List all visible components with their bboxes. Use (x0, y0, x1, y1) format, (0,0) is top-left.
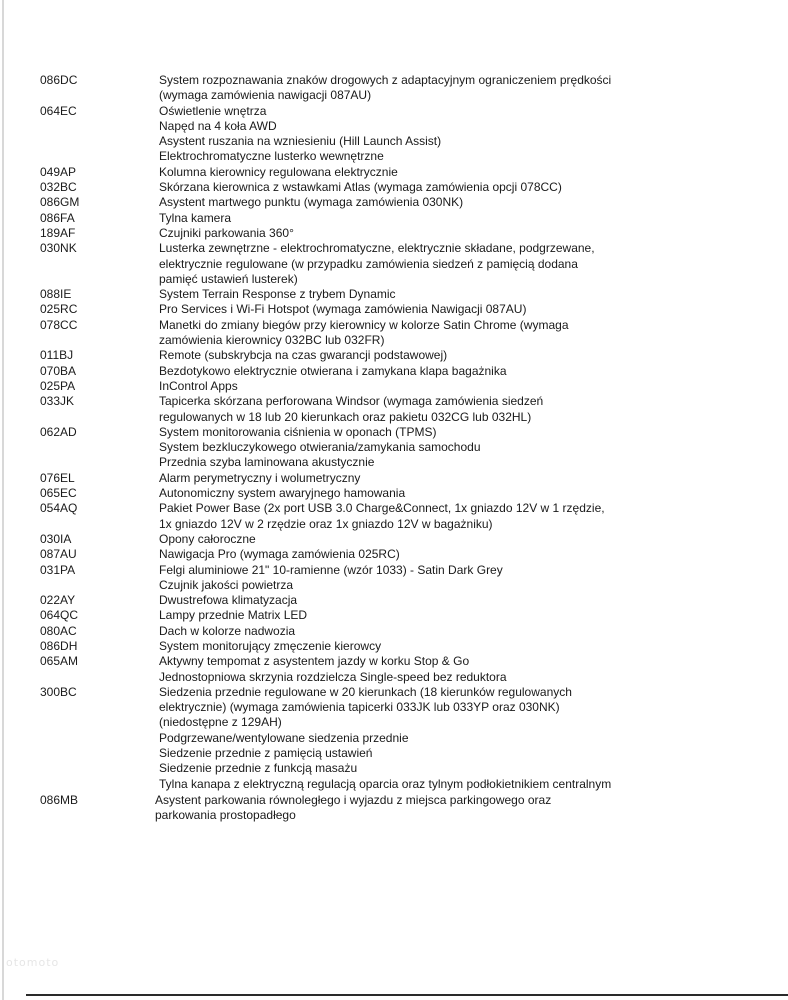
option-description-line: Siedzenia przednie regulowane w 20 kierunkach (18 kierunków regulowanych (159, 684, 572, 699)
option-description (159, 563, 599, 578)
option-description-line: 1x gniazdo 12V w 2 rzędzie oraz 1x gniazdo 12V w bagażniku) (159, 516, 493, 531)
option-row (0, 793, 788, 824)
option-description-line: elektrycznie regulowane (w przypadku zamówienia siedzeń z pamięcią dodana (159, 256, 578, 271)
option-description-line: Czujniki parkowania 360° (159, 225, 294, 240)
option-description (159, 670, 599, 685)
option-description-line: Lampy przednie Matrix LED (159, 608, 308, 623)
option-description (159, 486, 599, 501)
option-row (0, 670, 788, 685)
option-description (159, 394, 599, 425)
option-row (0, 165, 788, 180)
option-description-line: regulowanych w 18 lub 20 kierunkach oraz pakietu 032CG lub 032HL) (159, 409, 532, 424)
option-code: 189AF (40, 225, 76, 240)
option-row (0, 639, 788, 654)
footer-rule (26, 994, 788, 996)
option-code: 022AY (40, 593, 76, 608)
options-list (0, 73, 788, 824)
option-description-line: System monitorujący zmęczenie kierowcy (159, 638, 382, 653)
option-code: 064EC (40, 103, 77, 118)
option-row (0, 287, 788, 302)
option-code: 062AD (40, 424, 77, 439)
option-description-line: elektrycznie) (wymaga zamówienia tapicerki 033JK lub 033YP oraz 030NK) (159, 700, 560, 715)
option-description-line: Siedzenie przednie z funkcją masażu (159, 761, 358, 776)
option-code: 086MB (40, 792, 79, 807)
option-row (0, 348, 788, 363)
option-description (159, 746, 599, 761)
option-description-line: Nawigacja Pro (wymaga zamówienia 025RC) (159, 547, 400, 562)
option-code: 054AQ (40, 501, 78, 516)
option-description (159, 501, 605, 532)
option-row (0, 455, 788, 470)
option-description-line: Dwustrefowa klimatyzacja (159, 593, 298, 608)
option-code: 300BC (40, 684, 77, 699)
option-description (159, 471, 599, 486)
option-description (159, 241, 599, 287)
option-description (159, 654, 599, 669)
option-row (0, 104, 788, 119)
option-description-line: Tylna kamera (159, 210, 232, 225)
option-row (0, 364, 788, 379)
option-description-line: pamięć ustawień lusterek) (159, 271, 298, 286)
option-description (159, 287, 599, 302)
option-description (159, 425, 599, 440)
option-description-line: Opony całoroczne (159, 531, 256, 546)
option-description-line: InControl Apps (159, 378, 238, 393)
option-description-line: Czujnik jakości powietrza (159, 577, 294, 592)
option-row (0, 777, 788, 792)
option-description-line: Jednostopniowa skrzynia rozdzielcza Single-speed bez reduktora (159, 669, 507, 684)
option-row (0, 119, 788, 134)
option-description-line: Oświetlenie wnętrza (159, 103, 267, 118)
option-description (159, 149, 599, 164)
option-description-line: Asystent parkowania równoległego i wyjazdu z miejsca parkingowego oraz (155, 792, 552, 807)
option-description (159, 195, 599, 210)
option-row (0, 501, 788, 532)
option-code: 086FA (40, 210, 75, 225)
watermark-text: otomoto (6, 956, 60, 969)
option-description (159, 685, 599, 731)
option-code: 080AC (40, 623, 77, 638)
option-row (0, 425, 788, 440)
option-description (159, 776, 612, 792)
option-description-line: Podgrzewane/wentylowane siedzenia przednie (159, 730, 409, 745)
option-row (0, 73, 788, 104)
option-code: 032BC (40, 180, 77, 195)
option-code: 065EC (40, 486, 77, 501)
option-row (0, 578, 788, 593)
option-code: 088IE (40, 287, 72, 302)
option-code: 049AP (40, 164, 77, 179)
option-description (159, 624, 599, 639)
option-description (159, 302, 599, 317)
option-description-line: Pakiet Power Base (2x port USB 3.0 Charge&Connect, 1x gniazdo 12V w 1 rzędzie, (159, 501, 605, 516)
option-description (155, 793, 595, 824)
option-row (0, 379, 788, 394)
option-code: 078CC (40, 317, 78, 332)
option-description-line: parkowania prostopadłego (155, 808, 296, 823)
option-row (0, 532, 788, 547)
option-description (159, 318, 599, 349)
option-row (0, 608, 788, 623)
option-description-line: Dach w kolorze nadwozia (159, 623, 296, 638)
option-description-line: Tylna kanapa z elektryczną regulacją oparcia oraz tylnym podłokietnikiem centralnym (159, 776, 612, 791)
option-code: 086GM (40, 195, 80, 210)
option-code: 030NK (40, 241, 77, 256)
option-row (0, 486, 788, 501)
option-description (159, 639, 599, 654)
option-code: 086DC (40, 73, 78, 87)
option-description-line: Przednia szyba laminowana akustycznie (159, 455, 375, 470)
option-description-line: Manetki do zmiany biegów przy kierownicy w kolorze Satin Chrome (wymaga (159, 317, 569, 332)
option-row (0, 547, 788, 562)
option-description-line: Napęd na 4 koła AWD (159, 118, 277, 133)
option-description-line: Kolumna kierownicy regulowana elektrycznie (159, 164, 398, 179)
option-row (0, 241, 788, 287)
option-description-line: (wymaga zamówienia nawigacji 087AU) (159, 88, 372, 103)
option-description-line: Siedzenie przednie z pamięcią ustawień (159, 746, 373, 761)
option-description (159, 547, 599, 562)
option-code: 011BJ (40, 348, 74, 363)
option-description-line: System rozpoznawania znaków drogowych z adaptacyjnym ograniczeniem prędkości (159, 73, 612, 87)
option-description (159, 104, 599, 119)
option-description (159, 731, 599, 746)
option-description (159, 608, 599, 623)
option-description-line: Asystent ruszania na wzniesieniu (Hill Launch Assist) (159, 134, 442, 149)
option-description-line: Bezdotykowo elektrycznie otwierana i zamykana klapa bagażnika (159, 363, 507, 378)
option-description (159, 134, 599, 149)
option-row (0, 471, 788, 486)
option-description-line: System monitorowania ciśnienia w oponach (TPMS) (159, 424, 437, 439)
option-description-line: Remote (subskrybcja na czas gwarancji podstawowej) (159, 348, 448, 363)
option-description (159, 180, 599, 195)
option-code: 030IA (40, 531, 72, 546)
option-row (0, 394, 788, 425)
option-description (159, 532, 599, 547)
option-row (0, 318, 788, 349)
option-row (0, 302, 788, 317)
option-code: 025RC (40, 302, 78, 317)
option-description-line: Alarm perymetryczny i wolumetryczny (159, 470, 361, 485)
option-description-line: Aktywny tempomat z asystentem jazdy w korku Stop & Go (159, 654, 470, 669)
option-row (0, 149, 788, 164)
option-description-line: Lusterka zewnętrzne - elektrochromatyczne, elektrycznie składane, podgrzewane, (159, 241, 595, 256)
option-row (0, 731, 788, 746)
option-description-line: zamówienia kierownicy 032BC lub 032FR) (159, 333, 385, 348)
option-description (159, 455, 599, 470)
option-code: 033JK (40, 394, 75, 409)
option-code: 086DH (40, 638, 78, 653)
option-row (0, 226, 788, 241)
option-description-line: (niedostępne z 129AH) (159, 715, 282, 730)
option-code: 025PA (40, 378, 76, 393)
option-code: 031PA (40, 562, 76, 577)
option-row (0, 180, 788, 195)
option-description (159, 348, 599, 363)
option-description (159, 211, 599, 226)
option-row (0, 685, 788, 731)
option-description-line: Pro Services i Wi-Fi Hotspot (wymaga zamówienia Nawigacji 087AU) (159, 302, 527, 317)
option-description (159, 379, 599, 394)
option-description-line: Tapicerka skórzana perforowana Windsor (wymaga zamówienia siedzeń (159, 394, 544, 409)
option-description (159, 593, 599, 608)
option-description-line: Asystent martwego punktu (wymaga zamówienia 030NK) (159, 195, 464, 210)
option-description (159, 165, 599, 180)
option-row (0, 761, 788, 776)
option-code: 087AU (40, 547, 77, 562)
option-description (159, 364, 599, 379)
option-description-line: System Terrain Response z trybem Dynamic (159, 287, 396, 302)
option-code: 064QC (40, 608, 79, 623)
option-row (0, 624, 788, 639)
option-description-line: Autonomiczny system awaryjnego hamowania (159, 486, 406, 501)
option-row (0, 563, 788, 578)
option-description (159, 761, 599, 776)
option-description (159, 73, 612, 104)
option-row (0, 195, 788, 210)
option-description-line: Felgi aluminiowe 21" 10-ramienne (wzór 1033) - Satin Dark Grey (159, 562, 503, 577)
option-row (0, 746, 788, 761)
option-row (0, 211, 788, 226)
option-row (0, 654, 788, 669)
option-description-line: Elektrochromatyczne lusterko wewnętrzne (159, 149, 384, 164)
option-row (0, 593, 788, 608)
option-description-line: System bezkluczykowego otwierania/zamykania samochodu (159, 440, 481, 455)
option-code: 065AM (40, 654, 79, 669)
option-description (159, 440, 599, 455)
option-code: 070BA (40, 363, 77, 378)
option-code: 076EL (40, 470, 75, 485)
option-description-line: Skórzana kierownica z wstawkami Atlas (wymaga zamówienia opcji 078CC) (159, 180, 562, 195)
option-row (0, 134, 788, 149)
option-description (159, 119, 599, 134)
option-description (159, 226, 599, 241)
option-description (159, 578, 599, 593)
option-row (0, 440, 788, 455)
